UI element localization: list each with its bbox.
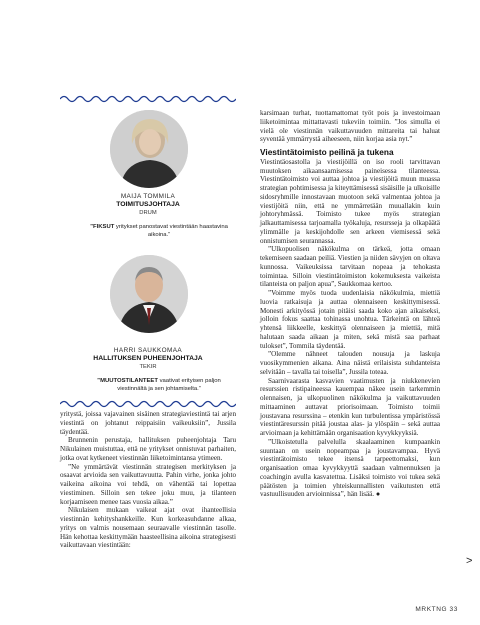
profile-title: TOIMITUSJOHTAJA xyxy=(116,201,180,208)
section-heading: Viestintätoimisto peilinä ja tukena xyxy=(260,147,394,157)
profile-title: HALLITUKSEN PUHEENJOHTAJA xyxy=(93,355,203,362)
pull-quote-lead: ”MUUTOSTILANTEET xyxy=(97,378,158,384)
paragraph: Brunnenin perustaja, hallituksen puheenjohtaja Taru Nikulainen muistuttaa, että ne yritykset onnistuvat parhaiten, jotka ovat kytkeneet viestinnän liiketoimintansa ytimeen. xyxy=(60,436,236,462)
left-text-column xyxy=(60,410,236,550)
profile-org: DRUM xyxy=(139,210,157,216)
wavy-divider-bottom xyxy=(60,399,236,409)
profile-name: MAIJA TOMMILA xyxy=(120,193,176,200)
paragraph: karsimaan turhat, tuottamattomat työt pois ja investoimaan liiketoimintaa mittattavasti tukeviin toimiin. ”Jos simulla ei vielä ole viestinnän vaikuttavuuden mittareita tai haluat syventää ymmärrystä aiheeseen, niin korjaa asia nyt.” xyxy=(260,109,440,144)
paragraph: Saarnivaarasta kasvavien vaatimusten ja niukkenevien resurssien ristipaineessa kauempaa näkee usein tarkemmin olennaisen, ja ulkopuolinen näkökulma ja vaikuttavuuden mittaaminen auttavat priorisoimaan. Toimisto toimii joustavana resurssina – etenkin kun turbulentissa ympäristössä viestintäresurssin pitää joustaa alas- ja ylöspäin – sekä auttaa arvioimaan ja kehittämään organisaation kyvykkyyksiä. xyxy=(260,376,440,437)
pull-quote xyxy=(86,223,232,239)
profile-name: HARRI SAUKKOMAA xyxy=(113,347,183,354)
paragraph: ”Ne ymmärtävät viestinnän strategisen merkityksen ja osaavat arvioida sen vaikuttavuutta. Pahin virhe, jonka johto vaikeina aikoina voi tehdä, on vähentää tai lopettaa viestiminen. Silloin sen tekee joku muu, ja tilanteen korjaamiseen menee taas vuosia aikaa.” xyxy=(60,462,236,506)
wavy-divider-top xyxy=(60,94,236,104)
paragraph: ”Ulkopuolisen näkökulma on tärkeä, jotta omaan tekemiseen saadaan peiliä. Viestien ja niiden sävyjen on oltava kunnossa. Vaikeuksissa tarvitaan nopeaa ja tehokasta toimintaa. Silloin viestintätoimiston kokemuksesta vaikeista tilanteista on paljon apua”, Saukkomaa kertoo. xyxy=(260,245,440,289)
paragraph: ”Voimme myös tuoda uudenlaisia näkökulmia, miettiä luovia ratkaisuja ja auttaa olennaiseen keskittymisessä. Monesti arkityössä jotain pitäisi saada koko ajan aikaiseksi, jolloin fokus saattaa tohinassa unohtua. Tärkeintä on lähteä yhtensä liikkeelle, keskittyä olennaiseen ja miettiä, mitä halutaan saada aikaan ja miten, sekä mistä saa parhaat tulokset”, Tommila täydentää. xyxy=(260,289,440,350)
next-page-chevron-icon: > xyxy=(466,555,473,567)
pull-quote-text: vaativat erityisen paljon viestinnältä ja sen johtamiselta.” xyxy=(117,378,221,393)
paragraph: Nikulaisen mukaan vaikeat ajat ovat ihanteellisia viestinnän kehityshankkeille. Kun korkeasuhdanne alkaa, yritys on valmis nousemaan seuraavalle viestinnän tasolle. Hän kehottaa keskittymään haasteellisina aikoina strategisesti vaikuttavaan viestintään: xyxy=(60,506,236,550)
portrait-harri-saukkomaa xyxy=(110,255,188,333)
right-text-column xyxy=(260,109,440,499)
page-folio: MRKTNG 33 xyxy=(415,606,458,613)
pull-quote-text: yritykset panostavat viestintään haastavina aikoina.” xyxy=(114,224,228,239)
portrait-maija-tommila xyxy=(110,110,188,188)
paragraph: ”Olemme nähneet talouden nousuja ja laskuja vuosikymmenien aikana. Aina näistä erilaisista suhdanteista selvitään – tavalla tai toisella”, Jussila toteaa. xyxy=(260,350,440,376)
paragraph: Viestintäosastolla ja viestijöillä on iso rooli tarvittavan muutoksen aikaansaamisessa paineisessa tilanteessa. Viestintätoimisto voi auttaa johtoa ja viestijöitä muun muassa strategian pohtimisessa ja kiteyttämisessä sisäisille ja ulkoisille sidosryhmille innostavaan muotoon sekä valmentaa johtoa ja viestijöitä niin, että ne ymmärretään muuallakin kuin johtoryhmässä. Toimisto tukee myös strategian jalkauttamisessa tarjoamalla työkaluja, resursseja ja olkapäätä ylimmälle ja keskijohdolle sen arkeen viemisessä sekä onnistumisen seurannassa. xyxy=(260,157,440,245)
profile-org: TEKIR xyxy=(139,364,157,370)
pull-quote-lead: ”FIKSUT xyxy=(90,224,115,230)
paragraph: ”Ulkoistetulla palvelulla skaalaaminen kumpaankin suuntaan on usein nopeampaa ja joustavampaa. Hyvä viestintätoimisto tekee itsensä tarpeettomaksi, kun organisaation omaa kyvykkyyttä saadaan valmennuksen ja coachingin avulla kasvatettua. Lisäksi toimisto voi tukea sekä päätösten ja toimien yhteiskunnallisten vaikutusten että vastuullisuuden arvioinnissa”, hän lisää. ● xyxy=(260,437,440,499)
pull-quote xyxy=(86,377,232,393)
paragraph: yritystä, joissa vajavainen sisäinen strategiaviestintä tai arjen viestintä on johtanut reippaisiin vaikeuksiin”, Jussila täydentää. xyxy=(60,410,236,436)
